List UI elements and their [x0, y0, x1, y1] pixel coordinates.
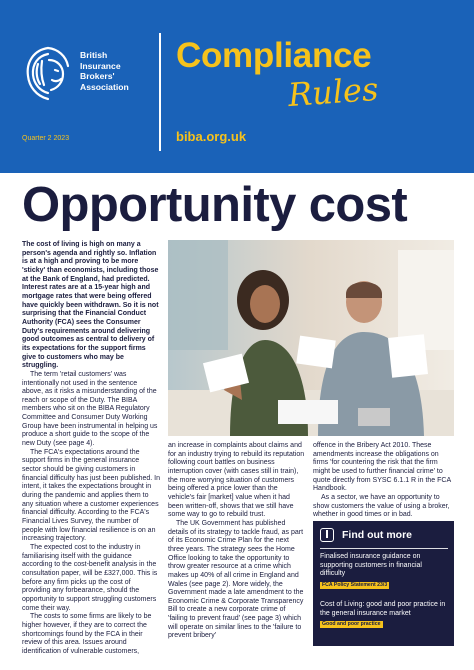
website-link[interactable]: biba.org.uk: [176, 129, 247, 144]
org-name: British Insurance Brokers' Association: [80, 50, 129, 92]
body-paragraph: The FCA's expectations around the support firms in the general insurance sector should be giving customers in financial difficulty has just been published. In intent, it takes the expectations brought in during the pandemic and applies them to any situation where a customer experiences financial difficulty. According to the FCA's Financial Lives Survey, the number of people with low financial resilience is on an increasing trajectory.: [22, 448, 161, 543]
article-headline: Opportunity cost: [22, 178, 408, 232]
body-paragraph: The term 'retail customers' was intentionally not used in the sentence above, as it risks a misunderstanding of the reach or scope of the Duty. The BIBA members who sit on the BIBA Regulatory Committee and Consumer Duty Working Group have been instrumental in helping us produce a short guide to the scope of the new Duty (see page 4).: [22, 370, 158, 448]
body-paragraph: The expected cost to the industry in familiarising itself with the guidance according to the cost-benefit analysis in the consultation paper, will be £327,000. This is before any firm picks up the cost of providing any forbearance, should the opportunity to support struggling customers come their way.: [22, 543, 158, 612]
column-2: [168, 442, 306, 641]
resource-badge-1: FCA Policy Statement 23/3: [322, 582, 388, 588]
info-icon: [320, 528, 334, 542]
find-out-more-box: [313, 521, 454, 646]
header-divider: [159, 33, 161, 151]
box-divider: [320, 548, 448, 549]
masthead: [0, 0, 474, 173]
intro-paragraph: The cost of living is high on many a person's agenda and rightly so. Inflation is at a high and proving to be more 'sticky' than economists, including those at the Bank of England, had predicted. Interest rates are at a 15-year high and mortgage rates that were being offered have quickly been withdrawn. So it is not surprising that the Financial Conduct Authority (FCA) sees the Consumer Duty's requirements around delivering good outcomes as central to delivery of its expectations for the support firms give to customers who may be struggling.: [22, 241, 159, 370]
issue-quarter: Quarter 2 2023: [22, 135, 70, 142]
biba-logo[interactable]: [22, 44, 152, 104]
body-paragraph: an increase in complaints about claims and for an industry trying to rebuild its reputation following court battles on business interruption cover (with cases still in train), the more worrying situation of customers being offered a price lower than the vehicle's fair [market] value when it had been written-off, shows that we still have some way to go to rebuild trust.: [168, 442, 305, 519]
find-out-more-title: Find out more: [342, 529, 412, 541]
body-paragraph: The costs to some firms are likely to be higher however, if they are to correct the shortcomings found by the FCA in their review of this area. Issues around identification of vulnerable customers,: [22, 613, 152, 655]
resource-link-2[interactable]: Cost of Living: good and poor practice in the general insurance market: [320, 601, 446, 617]
article-photo: [168, 240, 454, 436]
resource-badge-2: Good and poor practice: [322, 621, 381, 627]
column-3: [313, 442, 455, 520]
couple-reviewing-bills-photo: [168, 240, 454, 436]
body-paragraph: offence in the Bribery Act 2010. These amendments increase the obligations on firms 'for countering the risk that the firm might be used to further financial crime' to quote directly from SYSC 6.1.1 R in the FCA Handbook.: [313, 442, 451, 493]
body-paragraph: The UK Government has published details of its strategy to tackle fraud, as part of its Economic Crime Plan for the next three years. The strategy sees the Home Office looking to take the opportunity to throw greater resource at a crime which makes up 40% of all crime in England and Wales (see page 2). More widely, the Government made a late amendment to the Economic Crime & Corporate Transparency Bill to create a new corporate crime of 'failing to prevent fraud' (see page 3) which will operate on similar lines to the 'failure to prevent bribery': [168, 519, 304, 640]
publication-subtitle: Rules: [286, 69, 380, 115]
resource-link-1[interactable]: Finalised insurance guidance on supporting customers in financial difficulty: [320, 553, 422, 578]
column-1: [22, 241, 160, 657]
publication-title: Compliance: [176, 36, 372, 75]
body-paragraph: As a sector, we have an opportunity to show customers the value of using a broker, whether in good times or in bad.: [313, 493, 450, 519]
lion-head-icon: [22, 44, 74, 102]
